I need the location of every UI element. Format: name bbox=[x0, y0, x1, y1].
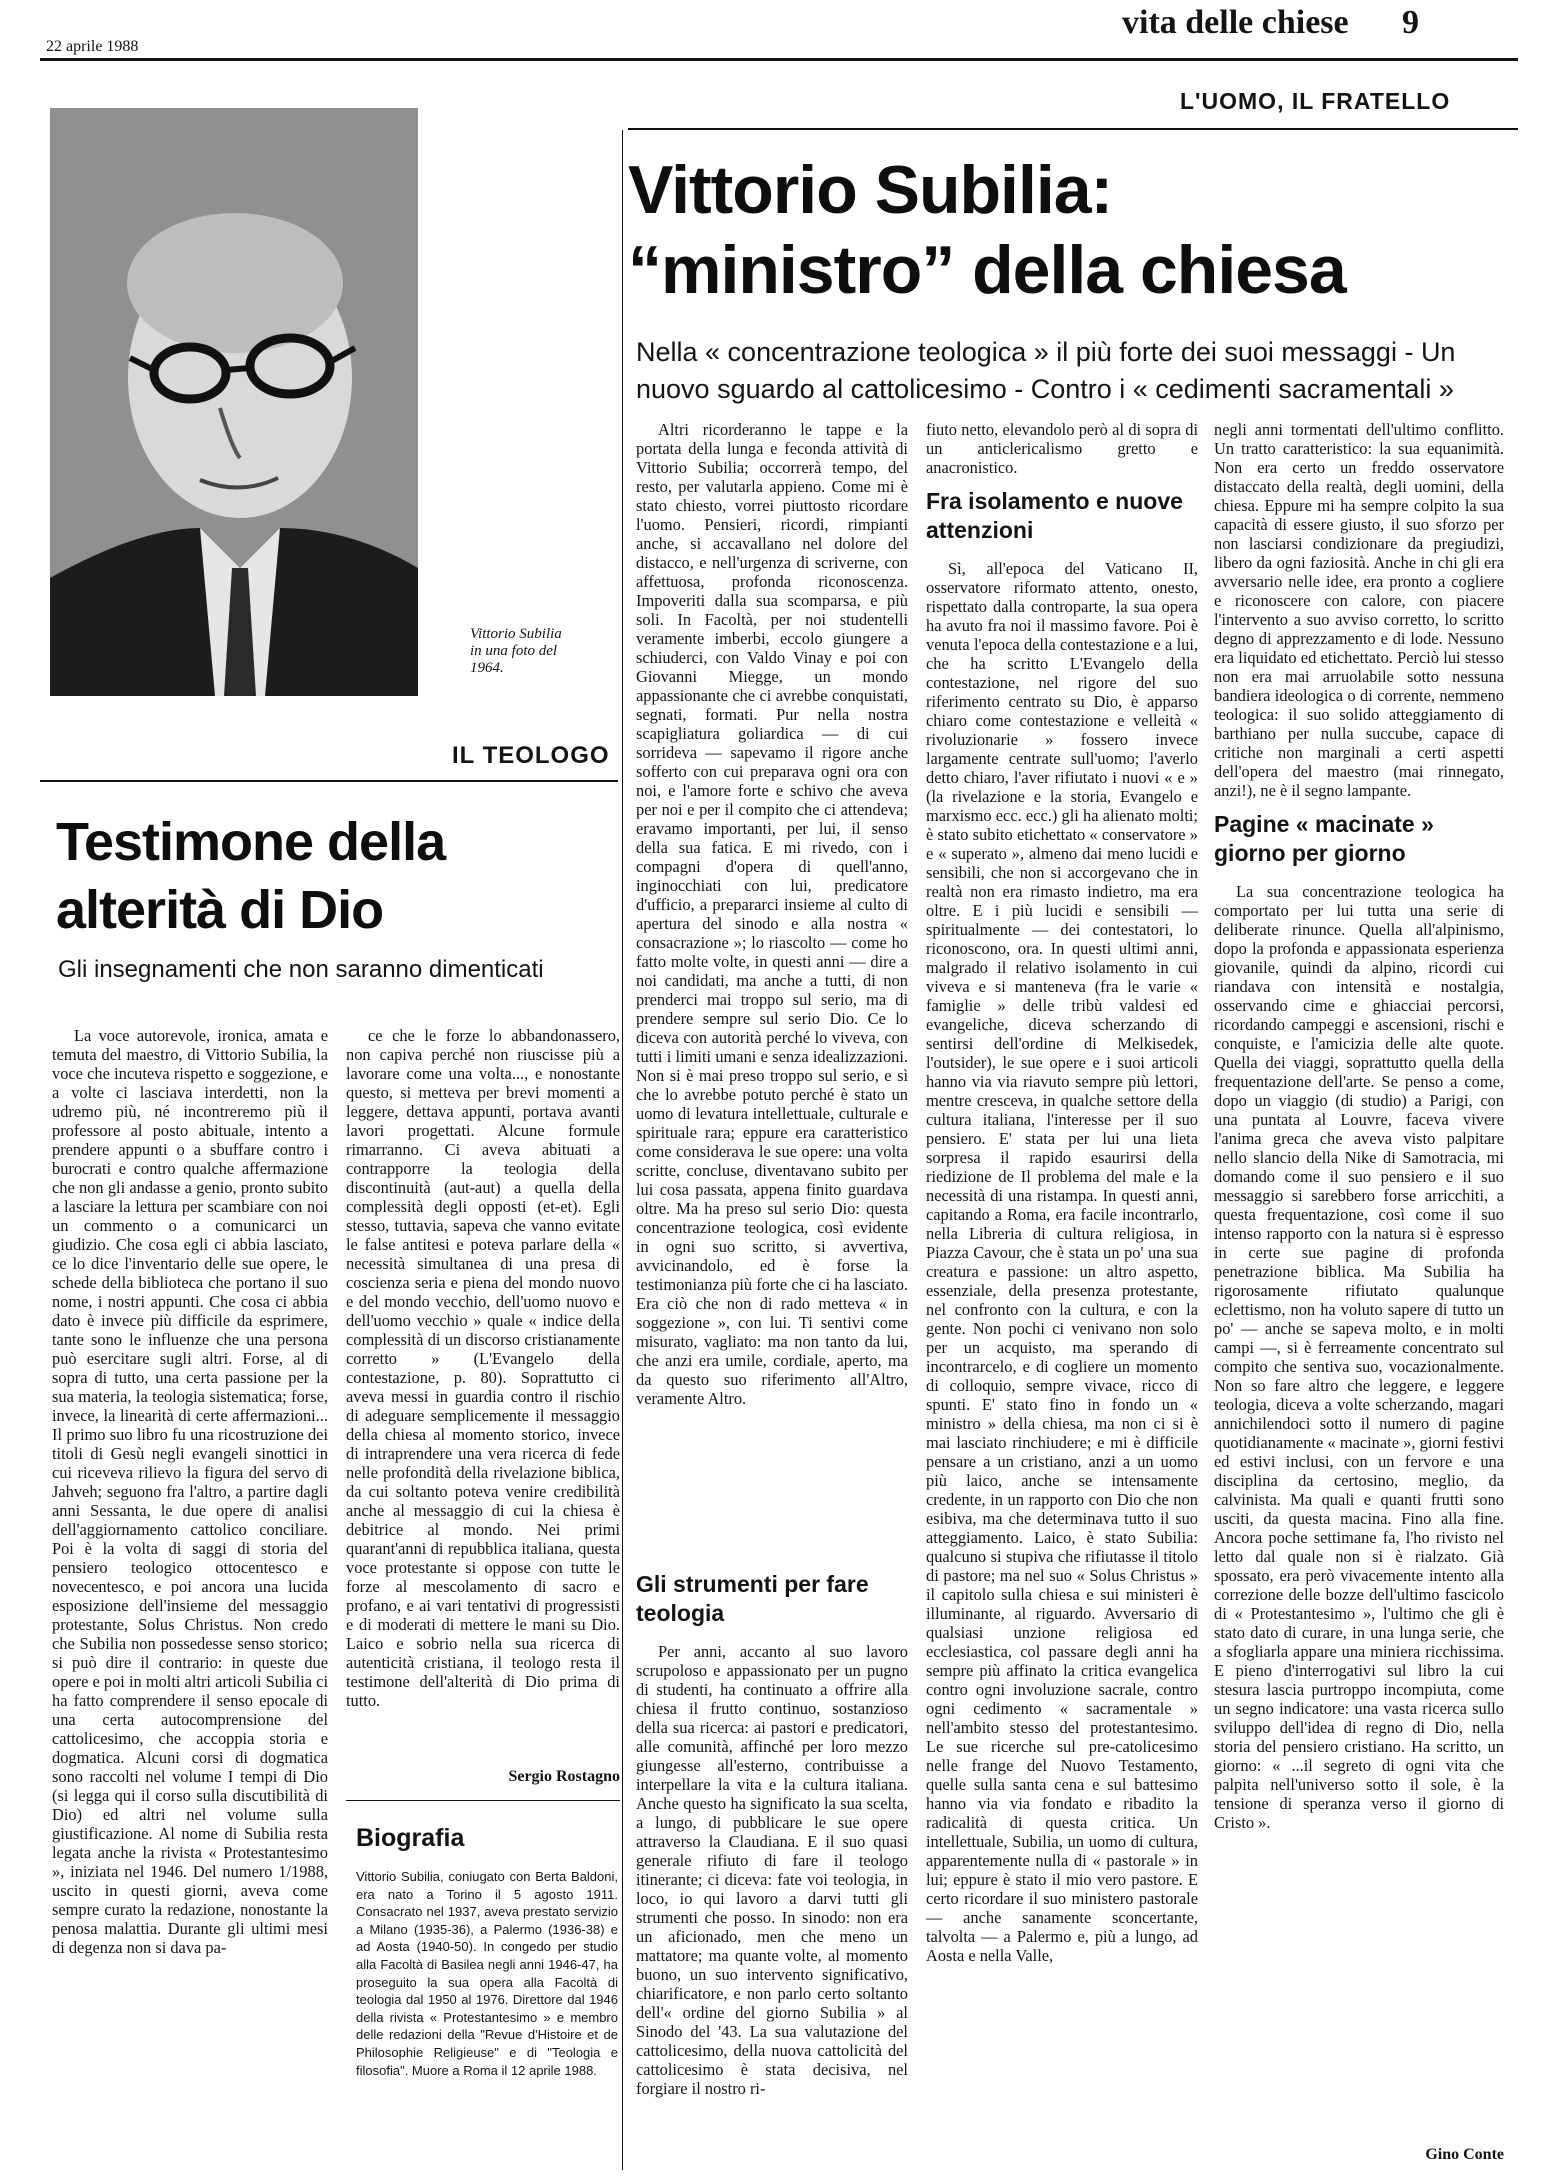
right-col2-intro: fiuto netto, elevandolo però al di sopra di un anticlericalismo gretto e anacronistico. bbox=[926, 420, 1198, 477]
right-deck-line1: Nella « concentrazione teologica » il più forte dei suoi messaggi - Un bbox=[636, 337, 1456, 367]
right-col2-text: Sì, all'epoca del Vaticano II, osservatore riformato attento, onesto, rispettato dalla controparte, la sua opera ha avuto fra noi il massimo favore. Poi è venuta l'epoca della contestazione e a lui, che ha scritto L'Evangelo della contestazione, nel rigore del suo riferimento centrato su Dio, è apparso chiaro come contestazione e velleità « rivoluzionarie » fossero invece largamente centrate sull'uomo; l'averlo detto chiaro, l'aver rifiutato i nuovi « e » (la rivelazione e la storia, Evangelo e marxismo ecc. ecc.) gli ha alienato molti; è stato subito etichettato « conservatore » e « superato », almeno dai meno lucidi e sensibili, che non si accorgevano che in realtà non era rimasto indietro, ma era oltre. E i più lucidi e sensibili — spiritualmente — dei contestatori, lo riconoscono, ora. In questi ultimi anni, malgrado il relativo isolamento in cui viveva e si manteneva (fra le varie « famiglie » delle tribù valdesi ed evangeliche, diceva scherzando di sentirsi dell'ordine di Melkisedek, l'outsider), le sue opere e i suoi articoli hanno via via riavuto sempre più lettori, mentre cresceva, in qualche settore della cultura italiana, l'interesse per il suo pensiero. E' stata per lui una lieta sorpresa il rapido esaurirsi della riedizione de Il problema del male e la necessità di una ristampa. In questi anni, capitando a Roma, era facile incontrarlo, nella Libreria di cultura religiosa, in Piazza Cavour, che è stata un po' una sua creatura e passione: un altro aspetto, essenziale, della presenza protestante, nel confronto con la cultura, e con la gente. Non pochi ci venivano non solo per un acquisto, ma sperando di incontrarcelo, e di cogliere un momento di colloquio, sempre vivace, ricco di spunti. E' stato fino in fondo un « ministro » della chiesa, ma non ci si è mai lasciato rinchiudere; e mi è difficile pensare a un cristiano, anzi a un uomo più laico, anche se intensamente credente, in un rapporto con Dio che non esibiva, ma che determinava tutto il suo atteggiamento. Laico, è stato Subilia: qualcuno si stupiva che rifiutasse il titolo di pastore; ma nel suo « Solus Christus » il capitolo sulla chiesa e sui ministeri è illuminante, al riguardo. Avversario di qualsiasi unzione religiosa ed ecclesiastica, col passare degli anni ha sempre più affinato la critica evangelica contro ogni involuzione sacrale, contro ogni cedimento « sacramentale » nell'ambito stesso del protestantesimo. Le sue ricerche sul pre-catolicesimo nelle frange del Nuovo Testamento, quelle sulla santa cena e sul battesimo hanno via via fondato e ribadito la radicalità di questa critica. Un intellettuale, Subilia, un uomo di cultura, apparentemente nulla di « pastorale » in lui; eppure è stato il mio vero pastore. E certo ricordare il suo ministero pastorale — anche sanamente sconcertante, talvolta — a Palermo e, più a lungo, ad Aosta e nella Valle, bbox=[926, 559, 1198, 1965]
right-article-col3 bbox=[1214, 420, 1504, 2145]
left-headline bbox=[56, 808, 616, 944]
section-title: vita delle chiese bbox=[1122, 4, 1349, 41]
right-deck-line2: nuovo sguardo al cattolicesimo - Contro i « cedimenti sacramentali » bbox=[636, 374, 1454, 404]
left-headline-line2: alterità di Dio bbox=[56, 880, 384, 940]
right-subhead-1: Fra isolamento e nuove attenzioni bbox=[926, 488, 1183, 543]
center-column-tools bbox=[636, 1560, 908, 2170]
page-number: 9 bbox=[1402, 4, 1419, 41]
right-article-col1 bbox=[636, 420, 908, 1520]
left-col1-text: La voce autorevole, ironica, amata e temuta del maestro, di Vittorio Subilia, la voce che incuteva rispetto e soggezione, e a volte ci lasciava interdetti, non la udremo più, né incontreremo più il professore al posto abituale, intento a prendere appunti o a sbuffare contro i burocrati e contro qualche affermazione che non gli andasse a genio, pronto subito a lasciare la lettura per scambiare con noi un commento o a comunicarci un giudizio. Che cosa egli ci abbia lasciato, ce lo dice l'inventario delle sue opere, le schede della biblioteca che portano il suo nome, i nostri appunti. Che cosa ci abbia dato è invece più difficile da esprimere, tante sono le influenze che una persona può esercitare sugli altri. Forse, al di sopra di tutto, una certa passione per la sua materia, la teologia sistematica; forse, invece, la linearità di certe affermazioni... Il primo suo libro fu una ricostruzione dei titoli di Gesù negli evangeli sinottici in cui riceveva rilievo la figura del servo di Jahveh; seguono fra l'altro, a partire dagli anni Sessanta, le due opere di analisi dell'aggiornamento cattolico conciliare. Poi è la volta di saggi di storia del pensiero teologico ottocentesco e novecentesco, e poi ancora una lucida esposizione dell'insieme del messaggio protestante, Solus Christus. Non credo che Subilia non possedesse senso storico; si può dire il contrario: in queste due opere e poi in molti altri articoli Subilia ci ha fatto comprendere il senso epocale di una certa autocomprensione del cattolicesimo, che accoppia storia e dogmatica. Alcuni corsi di dogmatica sono raccolti nel volume I tempi di Dio (si legga qui il corso sulla discutibilità di Dio) ed altri nel volume sulla giustificazione. Al nome di Subilia resta legata anche la rivista « Protestantesimo », iniziata nel 1946. Del numero 1/1988, uscito in questi giorni, aveva come sempre curato la redazione, nonostante la penosa malattia. Durante gli ultimi mesi di degenza non si dava pa- bbox=[52, 1026, 328, 1957]
bio-rule bbox=[346, 1800, 620, 1801]
right-kicker: L'UOMO, IL FRATELLO bbox=[1180, 88, 1451, 114]
left-kicker-rule bbox=[40, 780, 618, 782]
bio-title: Biografia bbox=[356, 1824, 465, 1852]
issue-date: 22 aprile 1988 bbox=[46, 38, 139, 55]
left-kicker: IL TEOLOGO bbox=[452, 742, 610, 769]
left-article-col2 bbox=[346, 1026, 620, 1710]
photo-caption: Vittorio Subilia in una foto del 1964. bbox=[470, 626, 562, 676]
bio-text: Vittorio Subilia, coniugato con Berta Baldoni, era nato a Torino il 5 agosto 1911. Consacrato nel 1937, aveva prestato servizio a Milano (1935-36), a Palermo (1936-38) e ad Aosta (1940-50). In congedo per studio alla Facoltà di Basilea negli anni 1946-47, ha proseguito la sua opera alla Facoltà di teologia dal 1950 al 1976. Direttore dal 1946 della rivista « Protestantesimo » e membro delle redazioni della "Revue d'Histoire et de Philosophie Religieuse" e di "Teologia e filosofia". Muore a Roma il 12 aprile 1988. bbox=[356, 1869, 618, 2078]
left-col2-text: ce che le forze lo abbandonassero, non capiva perché non riuscisse più a lavorare come una volta..., e nonostante questo, si metteva per brevi momenti a leggere, dettava appunti, portava avanti lavori progettati. Alcune formule rimarranno. Ci aveva abituati a contrapporre la teologia della discontinuità (aut-aut) a quella della complessità degli opposti (et-et). Egli stesso, tuttavia, sapeva che vanno evitate le false antitesi e poteva parlare della « necessità simultanea di una presa di coscienza seria e piena del mondo nuovo e del mondo vecchio, dell'uomo nuovo e dell'uomo vecchio » quale « indice della complessità di un discorso cristianamente corretto » (L'Evangelo della contestazione, p. 80). Soprattutto ci aveva messi in guardia contro il rischio di adeguare semplicemente il messaggio della chiesa al momento storico, invece di intraprendere una vera ricerca di fede nelle profondità della rivelazione biblica, da cui soltanto poteva venire credibilità anche al messaggio di cui la chiesa è debitrice al mondo. Nei primi quarant'anni di repubblica italiana, questa voce protestante si oppose con tutte le forze al mescolamento di sacro e profano, e ai vari tentativi di progressisti e di moderati di mettere le mani su Dio. Laico e sobrio nella sua ricerca di autenticità cristiana, il teologo resta il testimone dell'alterità di Dio prima di tutto. bbox=[346, 1026, 620, 1710]
right-col3-text-b: La sua concentrazione teologica ha comportato per lui tutta una serie di deliberate rinunce. Quella all'alpinismo, dopo la profonda e appassionata esperienza giovanile, quindi da alpino, ricordi cui riandava con intensità e nostalgia, osservando cime e ghiacciai percorsi, ricordando campeggi e ascensioni, rischi e conquiste, e l'amicizia delle alte quote. Quella dei viaggi, soprattutto quella della frequentazione dell'arte. Se penso a come, dopo un viaggio (di studio) a Parigi, con una puntata al Louvre, faceva vivere l'anima greca che aveva visto palpitare nello slancio della Nike di Samotracia, mi domando come il suo pensiero e il suo messaggio si sarebbero forse arricchiti, a questa frequentazione, così come il suo intenso rapporto con la natura si è espresso in certe sue pagine di profonda penetrazione biblica. Ma Subilia ha rigorosamente rifiutato qualunque eclettismo, non ha voluto sapere di tutto un po' — anche se sapeva molto, e in molti campi —, si è ferreamente concentrato sul compito che sentiva suo, vocazionalmente. Non so fare altro che leggere, e leggere teologia, diceva a volte scherzando, magari annichilendoci sotto il numero di pagine quotidianamente « macinate », giorni festivi ed estivi inclusi, con un fervore e una disciplina da certosino, meglio, da calvinista. Ma quali e quanti frutti sono usciti, da questa macina. Fino alla fine. Ancora poche settimane fa, l'ho rivisto nel letto dal quale non si è rialzato. Già spossato, era però vivacemente intento alla correzione delle bozze dell'ultimo fascicolo di « Protestantesimo », l'ultimo che gli è stato dato di curare, in una lunga serie, che a sfogliarla appare una miniera ricchissima. E pieno d'interrogativi sul libro la cui stesura lascia purtroppo incompiuta, come un segno indicatore: una vasta ricerca sullo sviluppo dell'idea di regno di Dio, nella storia del pensiero cristiano. Ha scritto, un giorno: « ...il segreto di ogni vita che palpita nell'universo sotto il sole, è la tensione di speranza verso il giorno di Cristo ». bbox=[1214, 882, 1504, 1832]
right-headline-line2: “ministro” della chiesa bbox=[628, 232, 1346, 308]
right-subhead-2: Pagine « macinate » giorno per giorno bbox=[1214, 811, 1434, 866]
left-headline-line1: Testimone della bbox=[56, 812, 446, 872]
portrait-photo bbox=[50, 108, 418, 696]
center-column-text: Per anni, accanto al suo lavoro scrupoloso e appassionato per un pugno di studenti, ha continuato a offrire alla chiesa il frutto continuo, sostanzioso della sua ricerca: ai pastori e predicatori, alle comunità, affinché per loro mezzo giungesse all'esterno, contribuisse a interpellare la vita e la cultura italiana. Anche questo ha significato la sua scelta, a lungo, di pubblicare le sue opere attraverso la Claudiana. E il suo quasi generale rifiuto di fare il teologo itinerante; ci diceva: fate voi teologia, in loco, io qui lavoro a darvi tutti gli strumenti che posso. In sinodo: non era un aficionado, men che meno un mattatore; ma quante volte, al momento buono, un suo intervento significativo, chiarificatore, e non parlo certo soltanto dell'« ordine del giorno Subilia » al Sinodo del '43. La sua valutazione del cattolicesimo, della nuova cattolicità del cattolicesimo è stata decisiva, nel forgiare il nostro ri- bbox=[636, 1642, 908, 2098]
left-signature: Sergio Rostagno bbox=[508, 1768, 620, 1785]
right-headline-line1: Vittorio Subilia: bbox=[628, 152, 1113, 228]
masthead-rule bbox=[40, 58, 1518, 61]
right-headline bbox=[628, 150, 1528, 310]
center-subhead: Gli strumenti per fare teologia bbox=[636, 1571, 869, 1626]
right-deck bbox=[636, 334, 1536, 408]
right-article-col2 bbox=[926, 420, 1198, 2170]
right-col3-text-a: negli anni tormentati dell'ultimo conflitto. Un tratto caratteristico: la sua equanimità. Non era certo un freddo osservatore distaccato della realtà, degli uomini, della chiesa. Eppure mi ha sempre colpito la sua capacità di essere giusto, il suo sforzo per non lasciarsi condizionare da pregiudizi, libero da ogni faziosità. Anche in chi gli era avversario nelle idee, era pronto a cogliere e riconoscere con calore, con piacere l'intervento a suo avviso corretto, lo scritto degno di apprezzamento e di lode. Nessuno era liquidato ed etichettato. Perciò lui stesso non era mai arruolabile sotto nessuna bandiera ideologica o di corrente, nemmeno teologica: il suo solido atteggiamento di barthiano per nulla succube, capace di critiche non marginali a certi aspetti dell'opera del maestro (mai rinnegato, anzi!), ne è il segno lampante. bbox=[1214, 420, 1504, 800]
left-deck: Gli insegnamenti che non saranno dimenticati bbox=[58, 956, 544, 983]
portrait-illustration bbox=[50, 108, 418, 696]
right-kicker-rule bbox=[628, 128, 1518, 130]
right-signature: Gino Conte bbox=[1425, 2146, 1504, 2163]
left-article-col1 bbox=[52, 1026, 328, 2141]
column-divider bbox=[622, 130, 623, 2170]
right-col1-text: Altri ricorderanno le tappe e la portata della lunga e feconda attività di Vittorio Subilia; occorrerà tempo, del resto, per valutarla appieno. Come mi è stato chiesto, vorrei piuttosto ricordare l'uomo. Pensieri, ricordi, rimpianti anche, si accavallano nel dolore del distacco, e nell'urgenza di scriverne, con affettuosa, profonda riconoscenza. Impoveriti dalla sua scomparsa, e più soli. In Facoltà, per noi studentelli veramente imberbi, eccolo giungere a schiuderci, con Valdo Vinay e poi con Giovanni Miegge, un mondo appassionante che ci avrebbe conquistati, segnati, formati. Pur nella nostra scapigliatura goliardica — di cui sorrideva — sapevamo il rigore anche sofferto con cui preparava ogni ora con noi, e l'amore forte e schivo che aveva per noi e per il compito che ci attendeva; eravamo importanti, per lui, il senso della sua fatica. E mi rivedo, con i compagni d'opera di quell'anno, inginocchiati con lui, predicatore d'ufficio, a prepararci insieme al culto di apertura del sinodo e alla nostra « consacrazione »; lo riascolto — come ho fatto molte volte, in questi anni — dire a noi candidati, ma anche a tutti, di non prenderci mai troppo sul serio, ma di prendere sempre sul serio Dio. Ce lo diceva con autorità perché lo viveva, con tutti i limiti umani e senza idealizzazioni. Non si è mai preso troppo sul serio, e sì che lo avrebbe potuto perché è stato un uomo di levatura intellettuale, culturale e spirituale rara; eppure era caratteristico come considerava le sue opere: una volta scritte, concluse, diventavano subito per lui cosa passata, appena finito guardava oltre. Ma ha preso sul serio Dio: questa concentrazione teologica, così evidente in ogni suo scritto, si avvertiva, avvicinandolo, ed è forse la testimonianza più forte che ci ha lasciato. Era ciò che non di rado metteva « in soggezione », con lui. Ti sentivi come misurato, vagliato: ma non tanto da lui, che anzi era umile, cordiale, aperto, ma da questo suo riferimento all'Altro, veramente Altro. bbox=[636, 420, 908, 1408]
